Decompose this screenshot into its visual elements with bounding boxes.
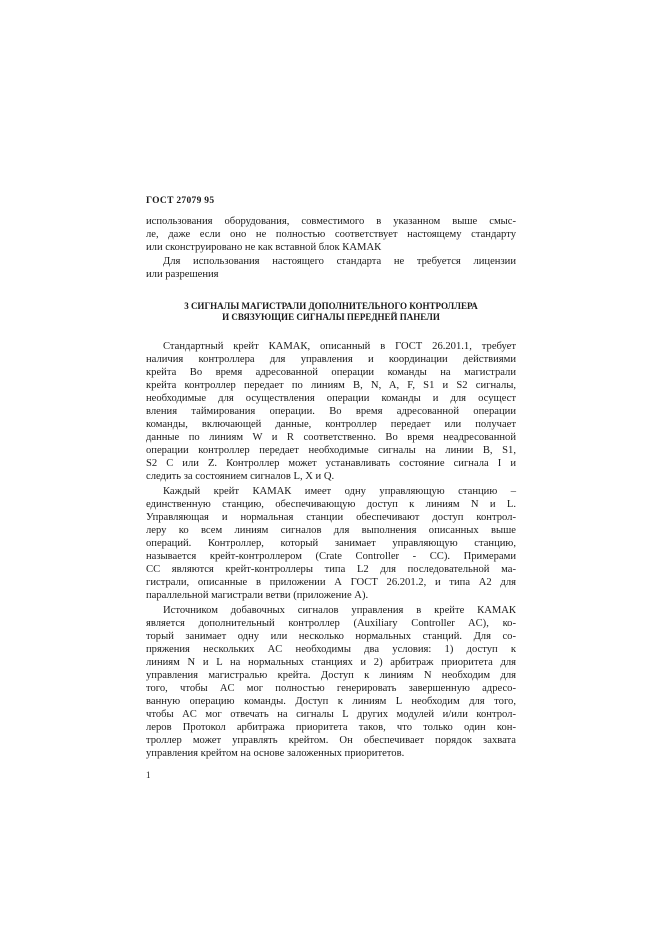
text-line: того, чтобы AC мог полностью генерировать завершенную адресо- (146, 683, 516, 694)
text-line: Каждый крейт КАМАК имеет одну управляющую станцию – (163, 486, 516, 497)
text-line: крейта контроллер передает по линиям B, N, A, F, S1 и S2 сигналы, (146, 380, 516, 391)
text-line: Источником добавочных сигналов управления в крейте КАМАК (163, 605, 516, 616)
text-line: операции контроллер передает необходимые сигналы на линии B, S1, (146, 445, 516, 456)
section-title: 3 СИГНАЛЫ МАГИСТРАЛИ ДОПОЛНИТЕЛЬНОГО КОНТРОЛЛЕРА (184, 301, 478, 311)
text-line: команды, включающей данные, контроллер передает или получает (146, 419, 516, 430)
page-mark: 1 (146, 770, 151, 780)
text-line: необходимые для осуществления операции команды и для осущест (146, 393, 516, 404)
text-line: следить за состоянием сигналов L, X и Q. (146, 471, 335, 482)
text-line: Для использования настоящего стандарта не требуется лицензии (163, 256, 516, 267)
text-line: параллельной магистрали ветви (приложение А). (146, 590, 369, 601)
text-line: ванную операцию команды. Доступ к линиям L необходим для того, (146, 696, 516, 707)
text-line: гистрали, описанные в приложении А ГОСТ 26.201.2, и типа А2 для (146, 577, 516, 588)
text-line: является дополнительный контроллер (Auxiliary Controller AC), ко- (146, 618, 516, 629)
text-line: или разрешения (146, 269, 219, 280)
text-line: Стандартный крейт КАМАК, описанный в ГОСТ 26.201.1, требует (163, 341, 516, 352)
page-header: ГОСТ 27079 95 (146, 196, 215, 206)
text-line: пряжения нескольких AC необходимы два условия: 1) доступ к (146, 644, 516, 655)
text-line: леру ко всем линиям сигналов для выполнения описанных выше (146, 525, 516, 536)
section-title: И СВЯЗУЮЩИЕ СИГНАЛЫ ПЕРЕДНЕЙ ПАНЕЛИ (222, 312, 440, 322)
text-line: данные по линиям W и R соответственно. Во время неадресованной (146, 432, 516, 443)
text-line: крейта Во время адресованной операции команды на магистрали (146, 367, 516, 378)
text-line: операций. Контроллер, который занимает управляющую станцию, (146, 538, 516, 549)
text-line: единственную станцию, обеспечивающую доступ к линиям N и L. (146, 499, 516, 510)
text-line: управления крейтом на основе заложенных приоритетов. (146, 748, 405, 759)
text-line: S2 C или Z. Контроллер может устанавливать состояние сигнала I и (146, 458, 516, 469)
text-line: чтобы AC мог отвечать на сигналы L других модулей и/или контрол- (146, 709, 516, 720)
text-line: торый занимает одну или несколько нормальных станций. Для со- (146, 631, 516, 642)
text-line: использования оборудования, совместимого в указанном выше смыс- (146, 216, 516, 227)
text-line: CC являются крейт-контроллеры типа L2 для последовательной ма- (146, 564, 516, 575)
text-line: ле, даже если оно не полностью соответствует настоящему стандарту (146, 229, 516, 240)
text-line: леров Протокол арбитража приоритета таков, что только один кон- (146, 722, 516, 733)
text-line: линиям N и L на нормальных станциях и 2) арбитраж приоритета для (146, 657, 516, 668)
text-line: управления магистралью крейта. Доступ к линиям N необходим для (146, 670, 516, 681)
text-line: или сконструировано не как вставной блок КАМАК (146, 242, 382, 253)
text-line: называется крейт-контроллером (Crate Controller - CC). Примерами (146, 551, 516, 562)
text-line: троллер может управлять крейтом. Он обеспечивает порядок захвата (146, 735, 516, 746)
text-line: Управляющая и нормальная станции обеспечивают доступ контрол- (146, 512, 516, 523)
text-line: вления таймирования операции. Во время адресованной операции (146, 406, 516, 417)
text-line: наличия контроллера для управления и координации действиями (146, 354, 516, 365)
